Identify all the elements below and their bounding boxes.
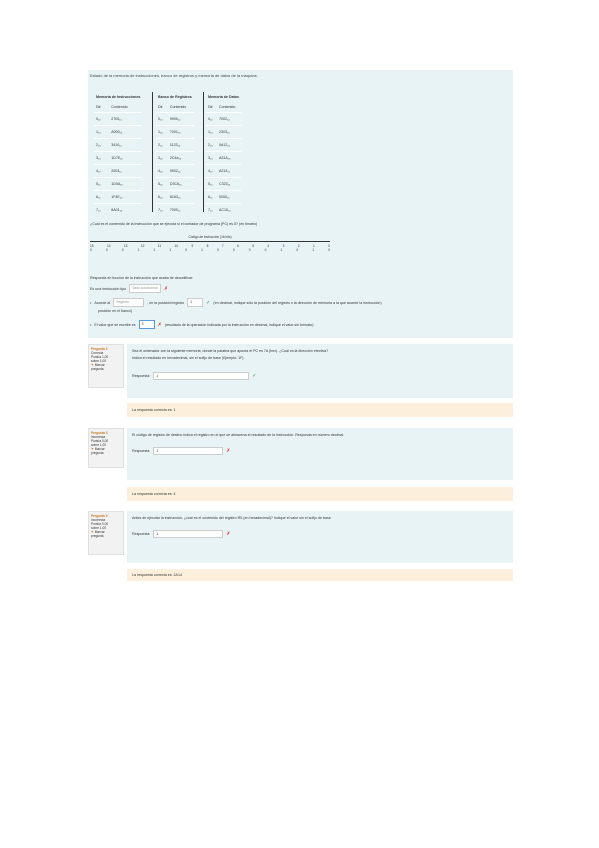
instruction-type-label: Es una instrucción tipo	[90, 286, 127, 291]
table-caption: Memoria de Datos	[208, 95, 239, 99]
access-row	[90, 298, 382, 307]
table-row: 6₁₆ 1F4E₁₆	[94, 191, 142, 204]
table-caption: Banco de Registros	[158, 95, 192, 99]
bit-positions: 15 14 13 12 11 10 9 8 7 6 5 4 3 2 1 0	[90, 244, 330, 248]
instruction-type-select[interactable]: Salto condicional	[129, 284, 161, 293]
col-header: Contenido	[111, 105, 128, 109]
col-header: Contenido	[169, 105, 187, 109]
register-bank-table	[156, 92, 194, 216]
table-row: 7₁₆ 8A01₁₆	[94, 204, 142, 217]
question-1-panel	[88, 70, 513, 338]
table-row: 0₁₆ 9900₁₆	[156, 113, 194, 126]
incorrect-icon: ✗	[157, 321, 162, 328]
table-row: 2₁₆ 1123₁₆	[156, 139, 194, 152]
question-1-text: ¿Cuál es el contenido de la instrucción que se ejecuta si el contador de programa (PC) es 5? (en binario)	[90, 222, 258, 226]
question-2-info: Pregunta 2 Correcta Puntúa 1,00 sobre 1,00 ⚑ Marcar pregunta	[88, 344, 124, 388]
incorrect-icon: ✗	[226, 448, 231, 454]
table-row: 4₁₆ 2003₁₆	[94, 165, 142, 178]
question-1-subtext: Responda en función de la instrucción que acaba de decodificar:	[90, 276, 194, 280]
table-row: 7₁₆ AC10₁₆	[206, 204, 241, 217]
table-row: 5₁₆ 1D0A₁₆	[94, 178, 142, 191]
answer-label: Respuesta:	[132, 532, 151, 536]
bit-values: 0 0 0 1 1 1 0 1 0 0 0 0 1 0 1 0	[90, 248, 330, 252]
question-4-text: Antes de ejecutar la instrucción, ¿cuál es el contenido del registro R5 (en hexadecimal)? Indique el valor sin el sufijo de base.	[132, 516, 332, 520]
table-divider	[203, 92, 204, 212]
instruction-memory-table	[94, 92, 142, 216]
access-suffix: (en decimal, indique sólo la posición del registro o la dirección de memoria a la que accede la instrucción)	[213, 300, 382, 305]
flag-question[interactable]: ⚑ Marcar	[91, 447, 105, 451]
table-row: 3₁₆ 1D7E₁₆	[94, 152, 142, 165]
incorrect-icon: ✗	[226, 531, 231, 537]
instruction-type-row	[90, 284, 168, 293]
question-2-hint: Indica el resultado en hexadecimal, sin el sufijo de base (Ejemplo: 1F).	[132, 356, 245, 360]
col-header: Dir.	[96, 105, 102, 109]
answer-label: Respuesta:	[132, 449, 151, 453]
table-row: 1₁₆ A000₁₆	[94, 126, 142, 139]
table-row: 7₁₆ 7000₁₆	[156, 204, 194, 217]
table-row: 6₁₆ 0000₁₆	[206, 191, 241, 204]
incorrect-icon: ✗	[163, 285, 169, 292]
written-value-suffix: (resultado de la operación indicada por la instrucción en decimal, indique el valor sin formato)	[164, 322, 314, 327]
flag-question[interactable]: ⚑ Marcar	[91, 530, 105, 534]
bullet-icon: •	[90, 322, 92, 327]
flag-icon: ⚑	[91, 363, 94, 367]
question-2-text: Sea el ordenador con la siguiente memoria, donde la palabra que apunta el PC es 7A (hex). ¿Cuál es la dirección efectiva?	[132, 349, 329, 353]
table-row: 6₁₆ 8163₁₆	[156, 191, 194, 204]
instruction-caption: Código de instrucción (16 bits)	[188, 235, 232, 239]
answer-input[interactable]: 1	[153, 530, 223, 538]
question-1-intro: Estado de la memoria de instrucciones, banco de registros y memoria de datos de la máquina:	[90, 73, 258, 78]
question-2-answer	[132, 372, 256, 380]
question-3-card	[127, 428, 513, 480]
question-3-feedback: La respuesta correcta es: 4	[127, 487, 513, 501]
table-row: 3₁₆ 2C4a₁₆	[156, 152, 194, 165]
col-header: Dir.	[158, 105, 164, 109]
table-row: 2₁₆ 3410₁₆	[94, 139, 142, 152]
question-4-card	[127, 511, 513, 563]
table-row: 0₁₆ 2700₁₆	[94, 113, 142, 126]
table-row: 1₁₆ 7001₁₆	[156, 126, 194, 139]
question-4-feedback: La respuesta correcta es: 2A14	[127, 569, 513, 581]
answer-label: Respuesta:	[132, 374, 151, 378]
table-row: 4₁₆ 9002₁₆	[156, 165, 194, 178]
table-row: 3₁₆ A31A₁₆	[206, 152, 241, 165]
written-value-prefix: El valor que se escribe es	[94, 322, 136, 327]
flag-question[interactable]: ⚑ Marcar	[91, 363, 105, 367]
question-4-answer	[132, 530, 230, 538]
flag-icon: ⚑	[91, 530, 94, 534]
question-3-answer	[132, 447, 230, 455]
access-target-select[interactable]: Registro	[113, 298, 144, 307]
flag-icon: ⚑	[91, 447, 94, 451]
question-4-info: Pregunta 4 Incorrecta Puntúa 0,00 sobre 1,00 ⚑ Marcar pregunta	[88, 511, 124, 555]
written-value-input[interactable]: 3	[139, 320, 155, 329]
question-2-feedback: La respuesta correcta es: 1	[127, 403, 513, 417]
answer-input[interactable]: 1	[153, 372, 249, 380]
table-row: 1₁₆ 2303₁₆	[206, 126, 241, 139]
question-2-card	[127, 344, 513, 398]
table-divider	[152, 92, 153, 212]
question-3-text: El código de registro de destino indica el registro en el que se almacena el resultado de la instrucción. Responda en número decimal.	[132, 433, 345, 437]
data-memory-table	[206, 92, 241, 216]
table-row: 4₁₆ A214₁₆	[206, 165, 241, 178]
bullet-icon: •	[90, 300, 92, 305]
access-prefix: Accede al	[94, 300, 111, 305]
instruction-code-diagram	[90, 235, 330, 252]
written-value-row	[90, 320, 313, 329]
access-row-continued: posición en el banco)	[98, 309, 132, 313]
table-caption: Memoria de Instrucciones	[96, 95, 141, 99]
question-3-info: Pregunta 3 Incorrecta Puntúa 0,00 sobre 1,00 ⚑ Marcar pregunta	[88, 428, 124, 468]
col-header: Dir.	[208, 105, 214, 109]
table-row: 2₁₆ 0A12₁₆	[206, 139, 241, 152]
correct-icon: ✓	[252, 373, 257, 379]
table-row: 0₁₆ 7002₁₆	[206, 113, 241, 126]
table-row: 5₁₆ C323₁₆	[206, 178, 241, 191]
answer-input[interactable]: 1	[153, 447, 223, 455]
col-header: Contenido	[219, 105, 236, 109]
correct-icon: ✓	[206, 299, 211, 306]
register-position-input[interactable]: 1	[187, 298, 203, 307]
table-row: 5₁₆ D3C6₁₆	[156, 178, 194, 191]
access-mid: , en la posición/registro	[147, 300, 185, 305]
